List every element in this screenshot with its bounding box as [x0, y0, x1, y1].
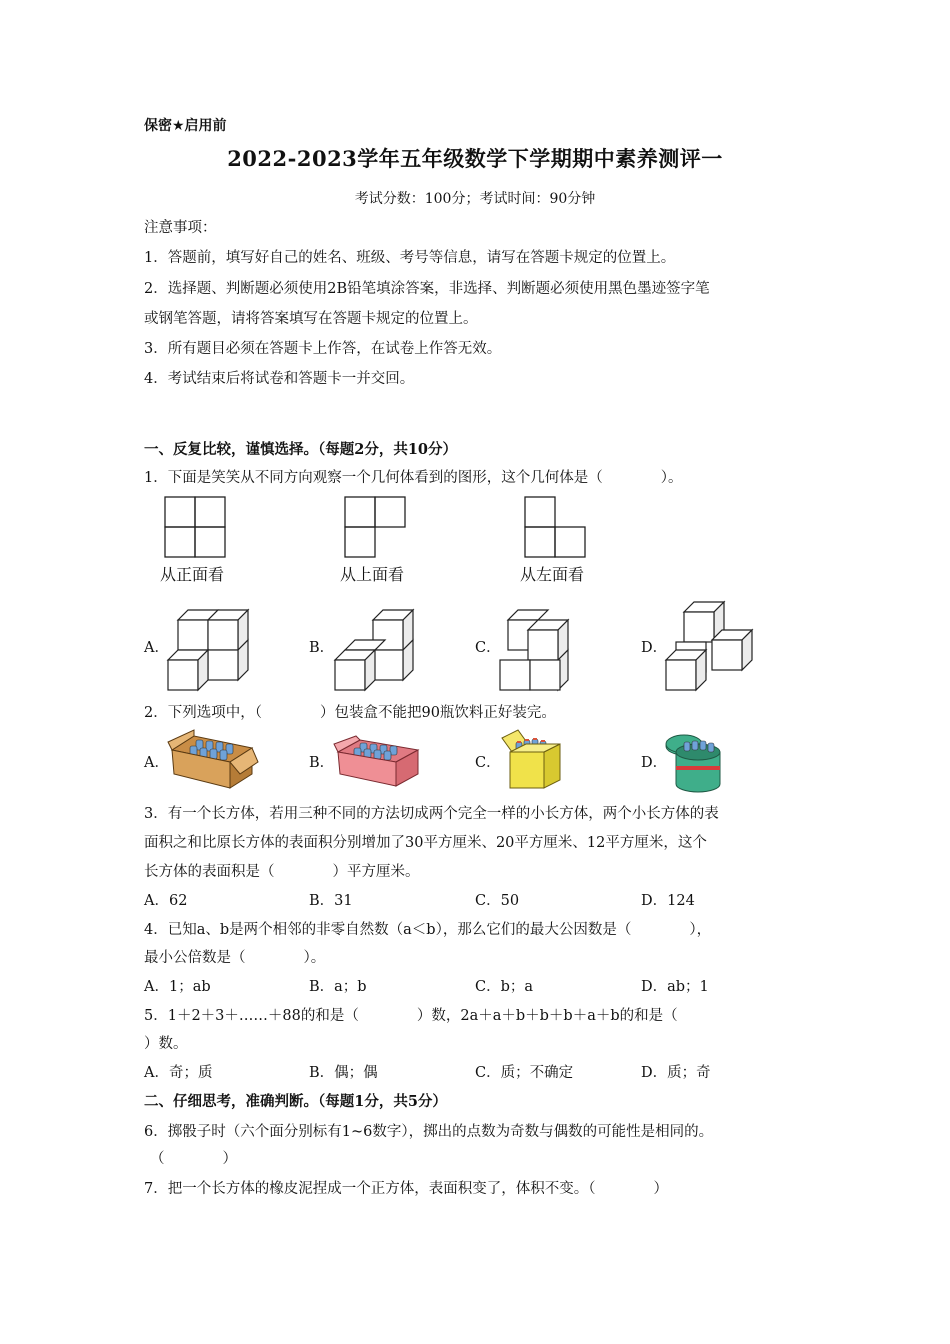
top-view-diagram: [344, 496, 408, 560]
note-item: 3．所有题目必须在答题卡上作答，在试卷上作答无效。: [144, 341, 502, 357]
note-item: 2．选择题、判断题必须使用2B铅笔填涂答案，非选择、判断题必须使用黑色墨迹签字笔: [144, 281, 710, 297]
q1-option-d-cubes: [664, 600, 756, 690]
q6-line: 6．掷骰子时（六个面分别标有1~6数字），掷出的点数为奇数与偶数的可能性是相同的。: [144, 1124, 714, 1140]
q2-stem: 2．下列选项中，（ ）包装盒不能把90瓶饮料正好装完。: [144, 705, 556, 721]
q1-option-c-label: C．: [475, 640, 501, 656]
q2-option-b-box-image: [334, 734, 424, 792]
front-view-label: 从正面看: [160, 565, 225, 584]
q3-line: 长方体的表面积是（ ）平方厘米。: [144, 864, 420, 880]
q3-option-a: A．62: [144, 893, 188, 909]
q4-option-b: B．a；b: [309, 979, 367, 995]
q4-option-d: D．ab；1: [641, 979, 709, 995]
q2-option-d-label: D．: [641, 755, 668, 771]
q5-line: 5．1＋2＋3＋……＋88的和是（ ）数，2a＋a＋b＋b＋b＋a＋b的和是（: [144, 1008, 678, 1024]
q4-option-c: C．b；a: [475, 979, 534, 995]
q2-option-c-box-image: [500, 730, 566, 792]
q1-option-a-label: A．: [144, 640, 169, 656]
left-view-diagram: [524, 496, 588, 560]
q2-option-a-label: A．: [144, 755, 169, 771]
section1-heading: 一、反复比较，谨慎选择。（每题2分，共10分）: [144, 441, 458, 458]
q1-option-b-cubes: [333, 608, 417, 690]
front-view-diagram: [164, 496, 228, 560]
q1-stem: 1．下面是笑笑从不同方向观察一个几何体看到的图形，这个几何体是（ ）。: [144, 470, 683, 486]
confidential-label: 保密★启用前: [144, 118, 227, 134]
q1-option-d-label: D．: [641, 640, 668, 656]
q3-option-d: D．124: [641, 893, 695, 909]
section2-heading: 二、仔细思考，准确判断。（每题1分，共5分）: [144, 1093, 447, 1110]
q1-option-c-cubes: [498, 608, 582, 690]
q2-option-a-box-image: [168, 730, 258, 792]
q3-line: 面积之和比原长方体的表面积分别增加了30平方厘米、20平方厘米、12平方厘米，这个: [144, 835, 707, 851]
exam-meta: 考试分数：100分；考试时间：90分钟: [354, 191, 596, 207]
q3-option-c: C．50: [475, 893, 520, 909]
q2-option-c-label: C．: [475, 755, 501, 771]
q4-line: 4．已知a、b是两个相邻的非零自然数（a＜b），那么它们的最大公因数是（ ），: [144, 922, 712, 938]
q6-line: （ ）: [150, 1151, 237, 1167]
q5-option-d: D．质；奇: [641, 1065, 711, 1081]
q1-option-b-label: B．: [309, 640, 335, 656]
left-view-label: 从左面看: [520, 565, 585, 584]
top-view-label: 从上面看: [340, 565, 405, 584]
note-item: 1．答题前，填写好自己的姓名、班级、考号等信息，请写在答题卡规定的位置上。: [144, 250, 676, 266]
note-item: 4．考试结束后将试卷和答题卡一并交回。: [144, 371, 415, 387]
q5-option-c: C．质；不确定: [475, 1065, 574, 1081]
q2-option-b-label: B．: [309, 755, 335, 771]
q7-line: 7．把一个长方体的橡皮泥捏成一个正方体，表面积变了，体积不变。（ ）: [144, 1181, 668, 1197]
q5-option-a: A．奇；质: [144, 1065, 213, 1081]
note-item: 或钢笔答题，请将答案填写在答题卡规定的位置上。: [144, 311, 478, 327]
q5-option-b: B．偶；偶: [309, 1065, 378, 1081]
q3-option-b: B．31: [309, 893, 353, 909]
q3-line: 3．有一个长方体，若用三种不同的方法切成两个完全一样的小长方体，两个小长方体的表: [144, 806, 719, 822]
q1-option-a-cubes: [166, 608, 250, 690]
q2-option-d-box-image: [664, 732, 726, 792]
q4-option-a: A．1；ab: [144, 979, 211, 995]
notes-heading: 注意事项：: [144, 220, 217, 236]
exam-title: 2022-2023学年五年级数学下学期期中素养测评一: [227, 146, 723, 171]
q4-line: 最小公倍数是（ ）。: [144, 950, 326, 966]
q5-line: ）数。: [144, 1036, 188, 1052]
